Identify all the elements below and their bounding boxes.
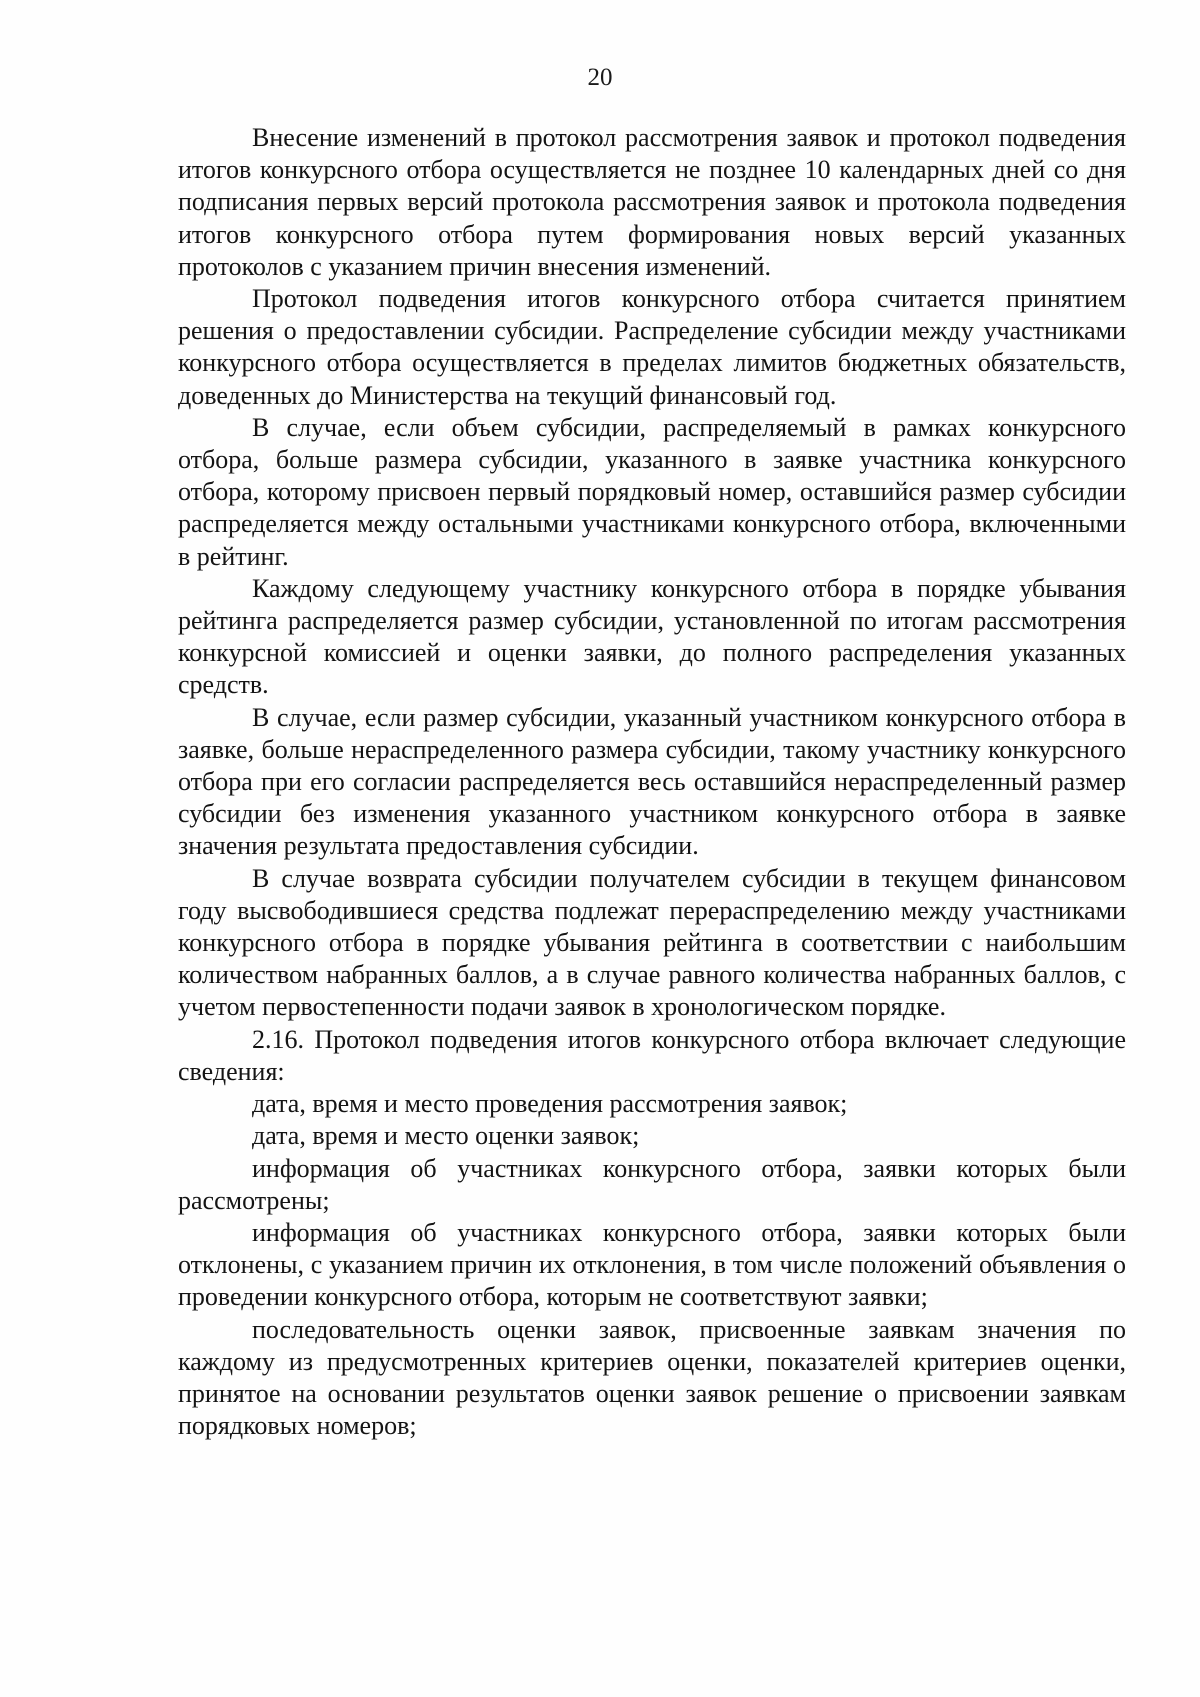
- list-item-reviewed-participants: информация об участниках конкурсного отбора, заявки которых были рассмотрены;: [178, 1153, 1126, 1215]
- paragraph-subsidy-return: В случае возврата субсидии получателем субсидии в текущем финансовом году высвободившиеся средства подлежат перераспределению между участниками конкурсного отбора в порядке убывания рейтинга в соответствии с наибольшим количеством набранных баллов, а в случае равного количества набранных баллов, с учетом первостепенности подачи заявок в хронологическом порядке.: [178, 863, 1126, 1022]
- paragraph-section-2-16: 2.16. Протокол подведения итогов конкурсного отбора включает следующие сведения:: [178, 1024, 1126, 1086]
- document-body: [178, 122, 1126, 1442]
- list-item-review-date: дата, время и место проведения рассмотрения заявок;: [252, 1089, 848, 1119]
- paragraph-remaining-subsidy: В случае, если объем субсидии, распределяемый в рамках конкурсного отбора, больше размера субсидии, указанного в заявке участника конкурсного отбора, которому присвоен первый порядковый номер, оставшийся размер субсидии распределяется между остальными участниками конкурсного отбора, включенными в рейтинг.: [178, 412, 1126, 571]
- page-number: 20: [587, 64, 613, 91]
- list-item-rejected-participants: информация об участниках конкурсного отбора, заявки которых были отклонены, с указанием причин их отклонения, в том числе положений объявления о проведении конкурсного отбора, которым не соответствуют заявки;: [178, 1217, 1126, 1312]
- list-item-evaluation-sequence: последовательность оценки заявок, присвоенные заявкам значения по каждому из предусмотренных критериев оценки, показателей критериев оценки, принятое на основании результатов оценки заявок решение о присвоении заявкам порядковых номеров;: [178, 1314, 1126, 1441]
- paragraph-decision-on-subsidy: Протокол подведения итогов конкурсного отбора считается принятием решения о предоставлении субсидии. Распределение субсидии между участниками конкурсного отбора осуществляется в пределах лимитов бюджетных обязательств, доведенных до Министерства на текущий финансовый год.: [178, 284, 1126, 410]
- paragraph-rating-distribution: Каждому следующему участнику конкурсного отбора в порядке убывания рейтинга распределяется размер субсидии, установленной по итогам рассмотрения конкурсной комиссией и оценки заявки, до полного распределения указанных средств.: [178, 573, 1126, 700]
- paragraph-undistributed-subsidy: В случае, если размер субсидии, указанный участником конкурсного отбора в заявке, больше нераспределенного размера субсидии, такому участнику конкурсного отбора при его согласии распределяется весь оставшийся нераспределенный размер субсидии без изменения указанного участником конкурсного отбора в заявке значения результата предоставления субсидии.: [178, 702, 1126, 861]
- paragraph-protocol-amendments: Внесение изменений в протокол рассмотрения заявок и протокол подведения итогов конкурсного отбора осуществляется не позднее 10 календарных дней со дня подписания первых версий протокола рассмотрения заявок и протокола подведения итогов конкурсного отбора путем формирования новых версий указанных протоколов с указанием причин внесения изменений.: [178, 123, 1126, 281]
- list-item-evaluation-date: дата, время и место оценки заявок;: [252, 1121, 640, 1151]
